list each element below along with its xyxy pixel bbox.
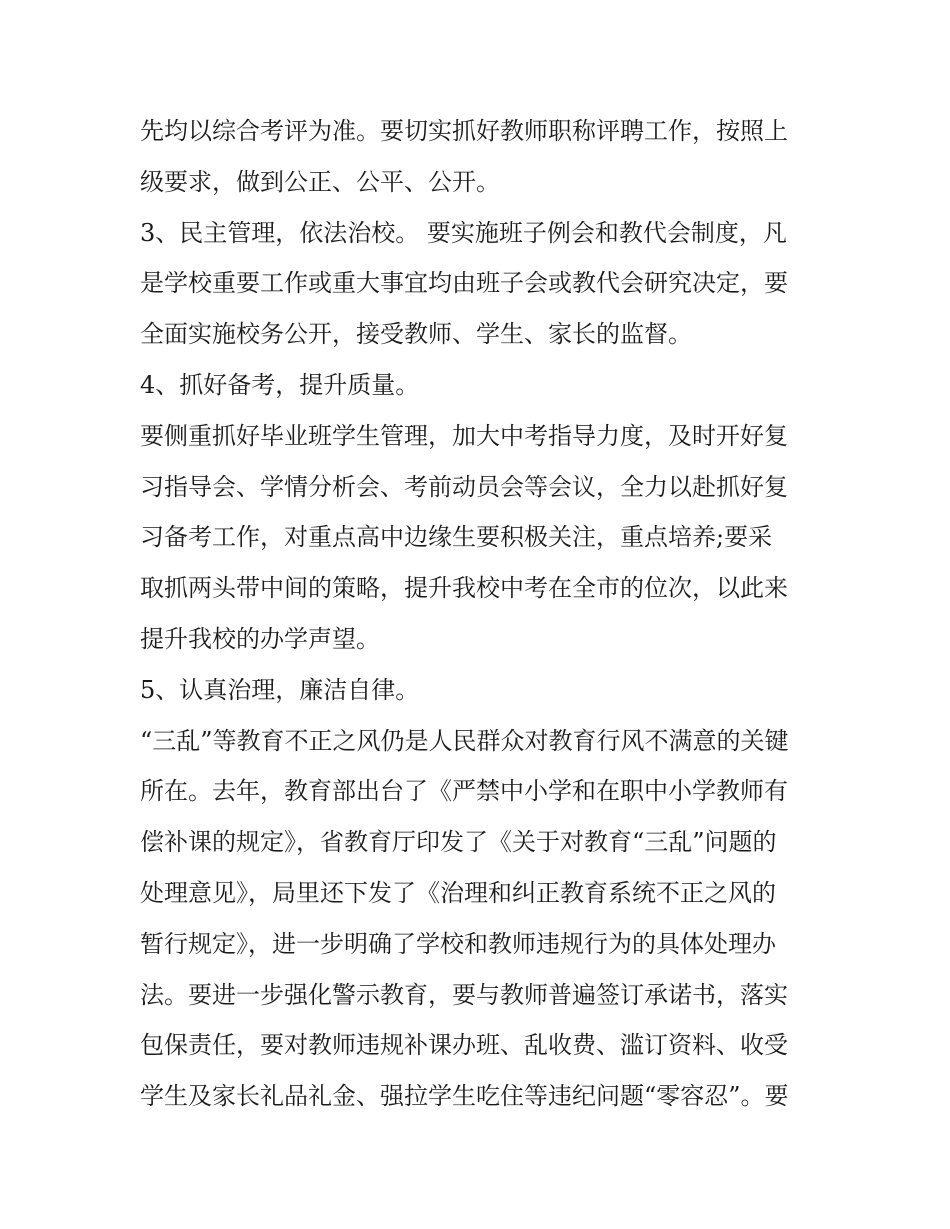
text-line: 包保责任，要对教师违规补课办班、乱收费、滥订资料、收受: [140, 1031, 788, 1060]
text-line: 暂行规定》，进一步明确了学校和教师违规行为的具体处理办: [140, 929, 776, 958]
text-line: 处理意见》，局里还下发了《治理和纠正教育系统不正之风的: [140, 878, 776, 907]
text-line: “三乱”等教育不正之风仍是人民群众对教育行风不满意的关键: [140, 726, 789, 755]
text-line: 学生及家长礼品礼金、强拉学生吃住等违纪问题“零容忍”。要: [140, 1082, 789, 1111]
text-line: 取抓两头带中间的策略，提升我校中考在全市的位次，以此来: [140, 574, 788, 603]
text-line: 所在。去年，教育部出台了《严禁中小学和在职中小学教师有: [140, 777, 788, 806]
section-heading-5: 5、认真治理，廉洁自律。: [140, 675, 420, 704]
text-line: 提升我校的办学声望。: [140, 624, 380, 653]
text-line: 偿补课的规定》，省教育厅印发了《关于对教育“三乱”问题的: [140, 828, 777, 857]
section-heading-3: 3、民主管理，依法治校。 要实施班子例会和教代会制度，凡: [140, 218, 787, 247]
text-line: 习指导会、学情分析会、考前动员会等会议，全力以赴抓好复: [140, 472, 788, 501]
text-line: 是学校重要工作或重大事宜均由班子会或教代会研究决定，要: [140, 269, 788, 298]
section-heading-4: 4、抓好备考，提升质量。: [140, 370, 420, 399]
text-line: 法。要进一步强化警示教育，要与教师普遍签订承诺书，落实: [140, 980, 788, 1009]
text-line: 习备考工作，对重点高中边缘生要积极关注，重点培养;要采: [140, 523, 773, 552]
text-line: 先均以综合考评为准。要切实抓好教师职称评聘工作，按照上: [140, 117, 788, 145]
text-line: 全面实施校务公开，接受教师、学生、家长的监督。: [140, 320, 692, 349]
text-line: 级要求，做到公正、公平、公开。: [140, 167, 500, 196]
document-body: [140, 106, 820, 1122]
text-line: 要侧重抓好毕业班学生管理，加大中考指导力度，及时开好复: [140, 421, 788, 450]
